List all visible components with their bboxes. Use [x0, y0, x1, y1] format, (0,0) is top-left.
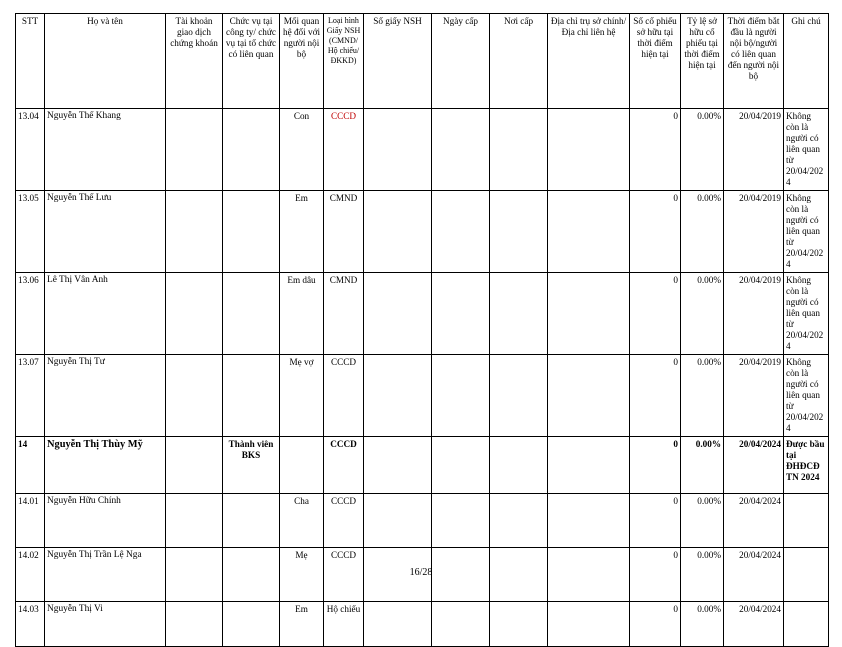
table-row [16, 602, 829, 647]
cell-account [166, 273, 223, 355]
cell-shares: 0 [630, 548, 681, 602]
header-issue-place: Nơi cấp [490, 14, 548, 109]
cell-name: Nguyễn Thị Vi [45, 602, 166, 647]
cell-shares: 0 [630, 494, 681, 548]
header-position: Chức vụ tại công ty/ chức vụ tại tổ chức có liên quan [223, 14, 280, 109]
header-stt: STT [16, 14, 45, 109]
cell-address [548, 494, 630, 548]
cell-stt: 13.04 [16, 109, 45, 191]
cell-note: Không còn là người có liên quan từ 20/04/2024 [784, 273, 829, 355]
cell-position [223, 494, 280, 548]
cell-start-time: 20/04/2019 [724, 355, 784, 437]
header-row [16, 14, 829, 109]
cell-note [784, 602, 829, 647]
header-address: Địa chỉ trụ sở chính/Địa chỉ liên hệ [548, 14, 630, 109]
cell-ratio: 0.00% [681, 437, 724, 494]
table-row [16, 191, 829, 273]
cell-stt: 13.07 [16, 355, 45, 437]
cell-doc-type: Hộ chiếu [324, 602, 364, 647]
header-start-time: Thời điểm bắt đầu là người nội bộ/người có liên quan đến người nội bộ [724, 14, 784, 109]
cell-start-time: 20/04/2024 [724, 494, 784, 548]
cell-address [548, 191, 630, 273]
header-name: Họ và tên [45, 14, 166, 109]
cell-address [548, 437, 630, 494]
cell-ratio: 0.00% [681, 273, 724, 355]
header-ratio: Tỷ lệ sở hữu cổ phiếu tại thời điểm hiện tại [681, 14, 724, 109]
cell-relation: Mẹ vợ [280, 355, 324, 437]
cell-doc-no [364, 191, 432, 273]
cell-issue-date [432, 191, 490, 273]
table-row [16, 109, 829, 191]
cell-issue-place [490, 602, 548, 647]
cell-stt: 14.03 [16, 602, 45, 647]
cell-issue-place [490, 191, 548, 273]
cell-start-time: 20/04/2024 [724, 548, 784, 602]
cell-doc-type: CCCD [324, 437, 364, 494]
cell-stt: 14.01 [16, 494, 45, 548]
cell-start-time: 20/04/2024 [724, 602, 784, 647]
cell-relation: Mẹ [280, 548, 324, 602]
cell-position [223, 602, 280, 647]
cell-account [166, 355, 223, 437]
cell-relation: Em [280, 191, 324, 273]
cell-issue-date [432, 437, 490, 494]
cell-doc-type: CMND [324, 191, 364, 273]
cell-name: Nguyễn Thị Thùy Mỹ [45, 437, 166, 494]
cell-doc-type: CCCD [324, 109, 364, 191]
cell-relation: Em dâu [280, 273, 324, 355]
cell-shares: 0 [630, 355, 681, 437]
cell-stt: 13.06 [16, 273, 45, 355]
cell-position [223, 273, 280, 355]
cell-name: Nguyễn Thị Tư [45, 355, 166, 437]
cell-shares: 0 [630, 109, 681, 191]
cell-issue-date [432, 355, 490, 437]
table-row [16, 494, 829, 548]
cell-position [223, 355, 280, 437]
cell-note: Không còn là người có liên quan từ 20/04/2024 [784, 191, 829, 273]
cell-ratio: 0.00% [681, 191, 724, 273]
cell-position [223, 109, 280, 191]
header-account: Tài khoản giao dịch chứng khoán [166, 14, 223, 109]
cell-doc-no [364, 602, 432, 647]
cell-stt: 14.02 [16, 548, 45, 602]
header-doc-type: Loại hình Giấy NSH (CMND/ Hộ chiếu/ ĐKKD) [324, 14, 364, 109]
cell-ratio: 0.00% [681, 548, 724, 602]
cell-name: Nguyễn Hữu Chính [45, 494, 166, 548]
cell-address [548, 273, 630, 355]
cell-start-time: 20/04/2019 [724, 109, 784, 191]
cell-doc-type: CCCD [324, 355, 364, 437]
cell-relation: Con [280, 109, 324, 191]
table-row [16, 273, 829, 355]
cell-start-time: 20/04/2019 [724, 273, 784, 355]
cell-issue-place [490, 273, 548, 355]
cell-ratio: 0.00% [681, 494, 724, 548]
cell-shares: 0 [630, 437, 681, 494]
table-row [16, 355, 829, 437]
table-row [16, 437, 829, 494]
cell-issue-place [490, 437, 548, 494]
cell-note [784, 494, 829, 548]
cell-start-time: 20/04/2024 [724, 437, 784, 494]
cell-issue-place [490, 355, 548, 437]
cell-doc-type: CCCD [324, 548, 364, 602]
cell-stt: 13.05 [16, 191, 45, 273]
cell-issue-place [490, 109, 548, 191]
header-issue-date: Ngày cấp [432, 14, 490, 109]
related-persons-table [15, 13, 829, 647]
header-relation: Mối quan hệ đối với người nội bộ [280, 14, 324, 109]
cell-address [548, 109, 630, 191]
cell-shares: 0 [630, 602, 681, 647]
cell-name: Lê Thị Vân Anh [45, 273, 166, 355]
cell-address [548, 355, 630, 437]
cell-account [166, 437, 223, 494]
cell-ratio: 0.00% [681, 602, 724, 647]
cell-doc-no [364, 109, 432, 191]
cell-account [166, 602, 223, 647]
header-shares: Số cổ phiếu sở hữu tại thời điểm hiện tại [630, 14, 681, 109]
cell-issue-date [432, 494, 490, 548]
header-note: Ghi chú [784, 14, 829, 109]
cell-shares: 0 [630, 191, 681, 273]
cell-position: Thành viên BKS [223, 437, 280, 494]
cell-account [166, 109, 223, 191]
cell-doc-type: CMND [324, 273, 364, 355]
cell-issue-date [432, 273, 490, 355]
header-doc-no: Số giấy NSH [364, 14, 432, 109]
cell-issue-date [432, 602, 490, 647]
cell-issue-date [432, 109, 490, 191]
cell-relation: Cha [280, 494, 324, 548]
cell-start-time: 20/04/2019 [724, 191, 784, 273]
cell-account [166, 494, 223, 548]
cell-name: Nguyễn Thế Lưu [45, 191, 166, 273]
cell-name: Nguyễn Thị Trần Lệ Nga [45, 548, 166, 602]
cell-note: Được bầu tại ĐHĐCĐ TN 2024 [784, 437, 829, 494]
cell-position [223, 191, 280, 273]
cell-note: Không còn là người có liên quan từ 20/04/2024 [784, 109, 829, 191]
cell-address [548, 602, 630, 647]
cell-doc-no [364, 437, 432, 494]
cell-ratio: 0.00% [681, 355, 724, 437]
cell-relation: Em [280, 602, 324, 647]
cell-shares: 0 [630, 273, 681, 355]
cell-relation [280, 437, 324, 494]
page-number: 16/28 [409, 567, 433, 578]
cell-doc-no [364, 494, 432, 548]
cell-note: Không còn là người có liên quan từ 20/04/2024 [784, 355, 829, 437]
cell-doc-no [364, 355, 432, 437]
cell-doc-no [364, 273, 432, 355]
cell-issue-place [490, 494, 548, 548]
cell-name: Nguyễn Thế Khang [45, 109, 166, 191]
cell-doc-type: CCCD [324, 494, 364, 548]
cell-account [166, 191, 223, 273]
table-body [16, 109, 829, 647]
cell-ratio: 0.00% [681, 109, 724, 191]
cell-stt: 14 [16, 437, 45, 494]
